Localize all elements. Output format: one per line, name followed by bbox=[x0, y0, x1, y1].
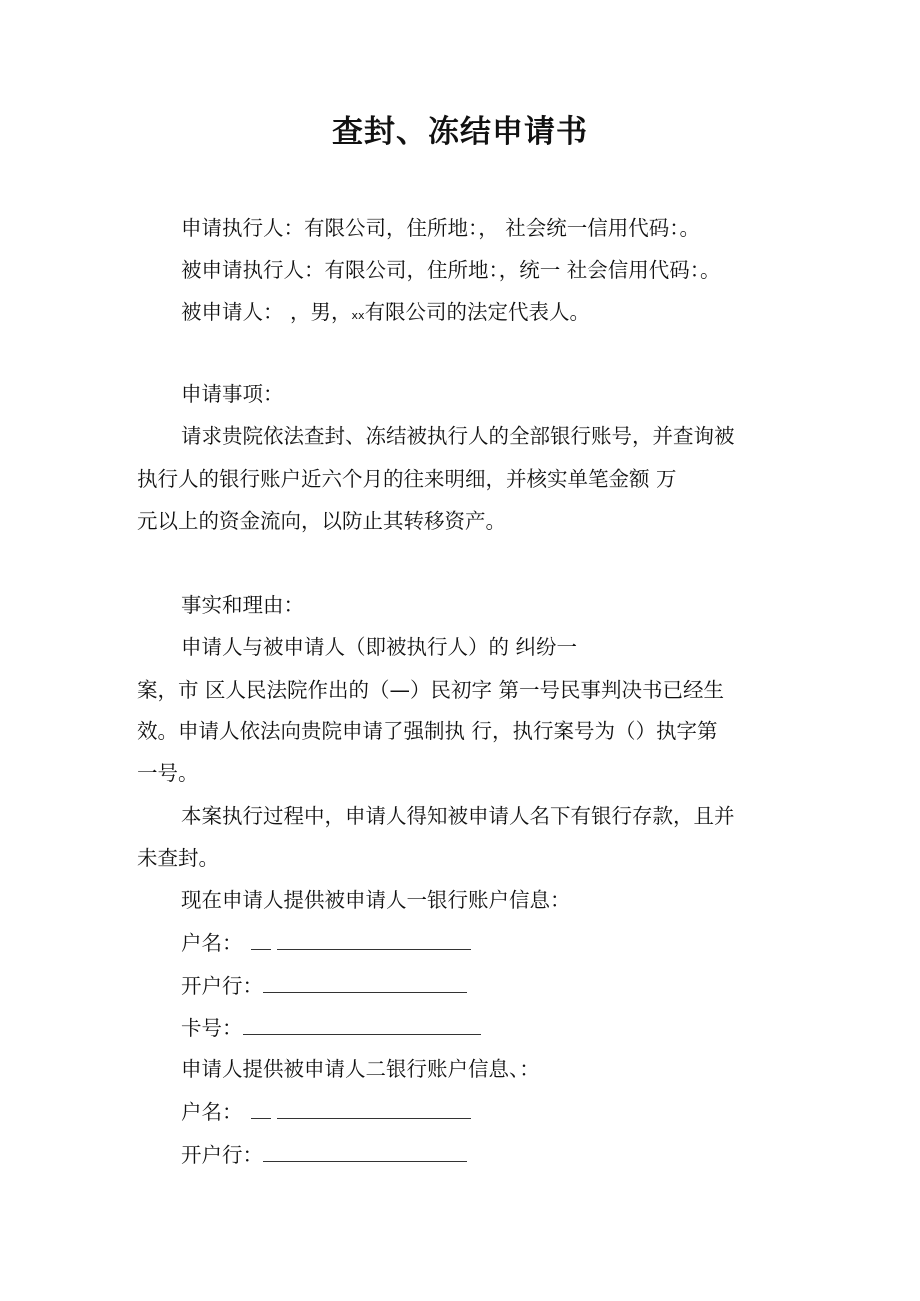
facts-p2-line-2: 未查封。 bbox=[137, 846, 219, 870]
facts-p1-line-4: 一号。 bbox=[137, 761, 199, 785]
account1-name-row bbox=[181, 933, 471, 954]
account1-card-label: 卡号： bbox=[181, 1016, 243, 1040]
account1-bank-row bbox=[181, 976, 467, 997]
applicant-line: 申请执行人：有限公司，住所地：， 社会统一信用代码：。 bbox=[181, 216, 701, 240]
facts-p1-line-1: 申请人与被申请人（即被执行人）的 纠纷一 bbox=[181, 635, 578, 659]
document-title: 查封、冻结申请书 bbox=[332, 114, 588, 150]
account2-name-row bbox=[181, 1102, 471, 1123]
account1-card-blank bbox=[243, 1018, 481, 1035]
account1-bank-blank bbox=[263, 976, 467, 993]
account2-name-blank-short bbox=[251, 1102, 271, 1119]
facts-p1-line-3: 效。申请人依法向贵院申请了强制执 行，执行案号为（）执字第 bbox=[137, 719, 718, 743]
facts-p1-line-2: 案，市 区人民法院作出的（—）民初字 第一号民事判决书已经生 bbox=[137, 678, 725, 702]
facts-p2-line-1: 本案执行过程中，申请人得知被申请人名下有银行存款，且并 bbox=[181, 804, 735, 828]
account2-bank-label: 开户行： bbox=[181, 1143, 263, 1167]
request-line-2: 执行人的银行账户近六个月的往来明细，并核实单笔金额 万 bbox=[137, 467, 677, 491]
placeholder-mark: xx bbox=[351, 309, 365, 322]
respondent-person-line bbox=[181, 302, 590, 323]
facts-heading: 事实和理由： bbox=[181, 593, 304, 617]
account2-heading: 申请人提供被申请人二银行账户信息、： bbox=[181, 1057, 540, 1081]
account2-name-blank bbox=[277, 1102, 471, 1119]
respondent-person-text-2: 有限公司的法定代表人。 bbox=[364, 300, 591, 324]
account1-name-blank-short bbox=[251, 933, 271, 950]
account2-bank-blank bbox=[263, 1145, 467, 1162]
request-heading: 申请事项： bbox=[181, 382, 284, 406]
request-line-3: 元以上的资金流向，以防止其转移资产。 bbox=[137, 509, 506, 533]
respondent-line: 被申请执行人：有限公司，住所地：，统一 社会信用代码：。 bbox=[181, 258, 721, 282]
account1-bank-label: 开户行： bbox=[181, 974, 263, 998]
account1-heading: 现在申请人提供被申请人一银行账户信息： bbox=[181, 888, 571, 912]
account1-name-blank bbox=[277, 933, 471, 950]
account2-bank-row bbox=[181, 1145, 467, 1166]
respondent-person-text: 被申请人： ，男， bbox=[181, 300, 352, 324]
account1-card-row bbox=[181, 1018, 481, 1039]
account1-name-label: 户名： bbox=[181, 931, 243, 955]
account2-name-label: 户名： bbox=[181, 1100, 243, 1124]
request-line-1: 请求贵院依法查封、冻结被执行人的全部银行账号，并查询被 bbox=[181, 424, 735, 448]
